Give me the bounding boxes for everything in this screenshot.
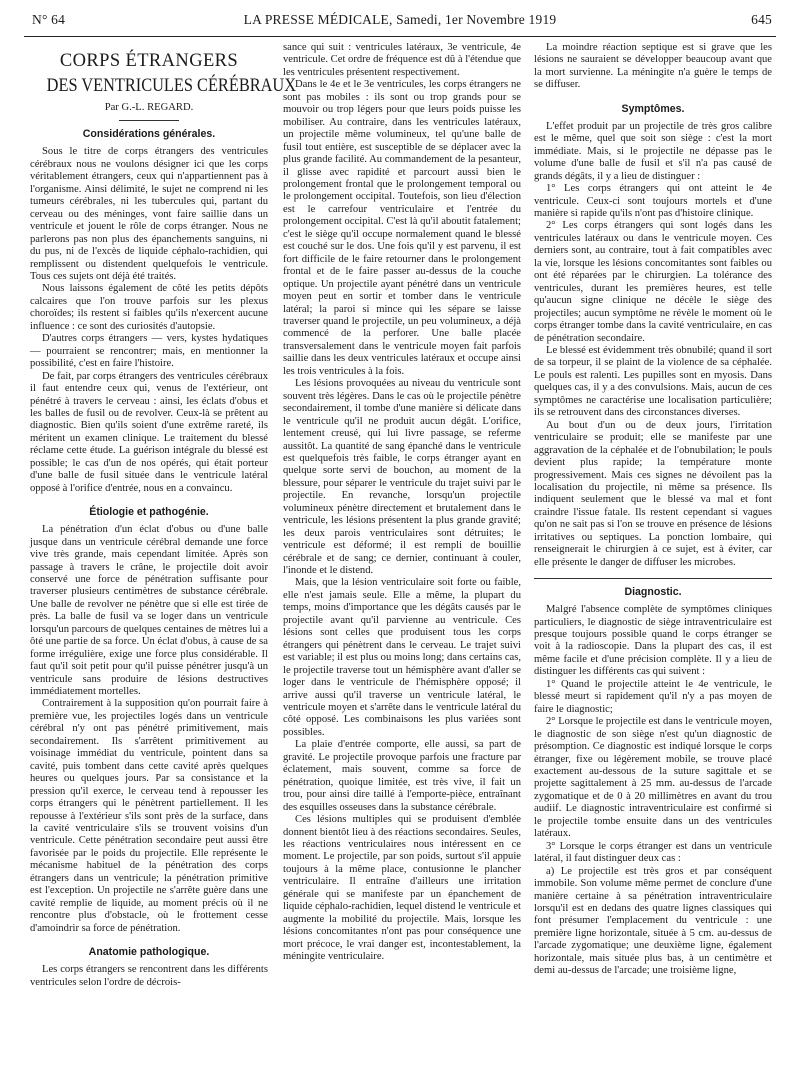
paragraph: 1° Les corps étrangers qui ont atteint le 4e ventricule. Ceux-ci sont toujours mortels et d'une manière si rapide qu'ils n'ont pas d'histoire clinique. — [534, 183, 772, 219]
paragraph: 2° Les corps étrangers qui sont logés dans les ventricules latéraux ou dans le ventricule moyen. Ces derniers sont, au contraire, tout à fait compatibles avec la vie, lorsque les lésions concomitantes sont faibles ou ont été réparées par le chirurgien. La tolérance des ventricules, durant les premières heures, est telle qu'aucun signe clinique ne décèle le siège des projectiles; aucun symptôme ne révèle le moment où le corps étranger tombe dans la cavité ventriculaire, en cas de pénétration secondaire. — [534, 220, 772, 344]
column-1 — [30, 42, 297, 989]
paragraph: Les lésions provoquées au niveau du ventricule sont souvent très légères. Dans le cas où le projectile pénètre secondairement, il tombe d'une manière si délicate dans le ventricule qu'il ne produit aucun dégât. L'orifice, lentement creusé, qui lui livre passage, se referme aussitôt. La quantité de sang épanché dans le ventricule est quelquefois très faible, le corps étranger ayant en quelque sorte servi de bouchon, au moment de la blessure, pour séparer le ventricule du trajet suivi par le projectile. En revanche, lorsqu'un projectile volumineux pénètre directement et brutalement dans le ventricule, les lésions présentent la plus grande gravité; les deux parois ventriculaires sont détruites; le ventricule est déformé; il est rempli de bouillie cérébrale et de sang; ce dernier, continuant à couler, l'inonde et le distend. — [283, 378, 521, 577]
page-header — [24, 12, 776, 32]
header-rule — [24, 36, 776, 37]
paragraph: 3° Lorsque le corps étranger est dans un ventricule latéral, il faut distinguer deux cas : — [534, 840, 772, 865]
paragraph: La pénétration d'un éclat d'obus ou d'une balle jusque dans un ventricule cérébral demande une force vive très grande, mais cependant limitée. Après son passage à travers le crâne, le projectile doit avoir conservé une force de pénétration suffisante pour traverser plusieurs centimètres de substance cérébrale. Une balle de revolver ne pénètre que si elle est tirée de près. La balle de fusil va se loger dans un ventricule lorsqu'un parcours de quelques centaines de mètres lui a ôté une partie de sa force. Un éclat d'obus, à cause de sa forme irrégulière, exige une force plus considérable. Il faut qu'il soit petit pour qu'il puisse pénétrer jusqu'à un ventricule sans produire de lésions destructives immédiatement mortelles. — [30, 524, 268, 698]
heading-symptomes: Symptômes. — [621, 102, 685, 115]
paragraph: Ces lésions multiples qui se produisent d'emblée donnent bientôt lieu à des réactions secondaires. Seules, les réactions ventriculaires nous intéressent en ce moment. Le projectile, par son poids, surtout s'il appuie toujours à la même place, contusionne le plancher ventriculaire. Il entraîne d'ailleurs une irritation générale qui se manifeste par un épanchement de liquide céphalo-rachidien, lequel distend le ventricule et augmente la mobilité du projectile. Mais, lorsque les lésions concomitantes n'ont pas pour conséquence une mort précoce, le vrai danger est, incontestablement, la méningite ventriculaire. — [283, 814, 521, 963]
paragraph: sance qui suit : ventricules latéraux, 3e ventricule, 4e ventricule. Cet ordre de fréquence est dû à l'étendue que les ventricules présentent respectivement. — [283, 42, 521, 78]
column-2 — [283, 42, 521, 964]
article-author: Par G.-L. REGARD. — [104, 102, 194, 113]
paragraph: Sous le titre de corps étrangers des ventricules cérébraux nous ne voulons désigner ici que les corps véritablement étrangers, ceux qui n'appartiennent pas à l'organisme. Ainsi délimité, le sujet ne comprend ni les tumeurs cérébrales, ni les tubercules qui, partant du cerveau ou des méninges, vont faire saillie dans un ventricule et jouent le rôle de corps étranger. Nous ne parlerons pas non plus des épanchements sanguins, ni du pus, ni de l'excès de liquide céphalo-rachidien, qui remplissent ou distendent quelquefois le ventricule. Tous ces sujets ont déjà été traités. — [30, 146, 268, 282]
paragraph: Mais, que la lésion ventriculaire soit forte ou faible, elle n'est jamais seule. Elle a même, la plupart du temps, moins d'importance que les dégâts causés par le projectile avant qu'il parvienne au ventricule. Ces lésions sont celles que produisent tous les corps étrangers qui pénètrent dans le cerveau. Le trajet suivi est variable; il est plus ou moins long; dans certains cas, le projectile traverse tout un hémisphère avant d'aller se loger dans le ventricule de l'hémisphère opposé; il arrive aussi qu'il traverse un ventricule latéral, le ventricule moyen et s'arrête dans le ventricule latéral du côté opposé. Les combinaisons les plus variées sont possibles. — [283, 577, 521, 738]
paragraph: Contrairement à la supposition qu'on pourrait faire à première vue, les projectiles logés dans un ventricule cérébral n'y ont pas pénétré primitivement, mais secondairement. Ils s'arrêtent primitivement au voisinage immédiat du ventricule, pointent dans sa cavité, puis tombent dans cette cavité après quelques heures ou quelques jours. Par sa consistance et la pression qu'il exerce, le cerveau tend à repousser les corps étrangers qui le pénètrent partiellement. Il les repousse à l'extérieur s'ils sont près de la surface, dans la cavité ventriculaire s'ils se trouvent voisins d'un ventricule. Cette pénétration secondaire peut aussi être favorisée par le poids du projectile. Elle représente le mécanisme habituel de la pénétration des corps étrangers dans un ventricule; la pénétration primitive est l'exception. Un projectile ne s'arrête guère dans une cavité remplie de liquide, au moment précis où il ne rencontre plus d'obstacle, où le frottement cesse d'amoindrir sa force de pénétration. — [30, 698, 268, 934]
paragraph: Nous laissons également de côté les petits dépôts calcaires que l'on trouve parfois sur les plexus choroïdes; ils restent si faibles qu'ils n'exercent aucune influence : ce sont des curiosités d'autopsie. — [30, 283, 268, 332]
paragraph: a) Le projectile est très gros et par conséquent immobile. Son volume même permet de conclure d'une manière certaine à sa pénétration intraventriculaire lorsqu'il est en dedans des quatre lignes classiques qui font présumer l'emplacement du ventricule : une première ligne horizontale, située à 5 cm. au-dessus de l'arcade zygomatique; une deuxième ligne, également horizontale, mais située plus bas, à un centimètre et demi au-dessus de l'arcade; une troisième ligne, — [534, 865, 772, 977]
paragraph: Dans le 4e et le 3e ventricules, les corps étrangers ne sont pas mobiles : ils sont ou trop grands pour se mouvoir ou trop légers pour que leurs poids puisse les mobiliser. Au contraire, dans les ventricules latéraux, un projectile même volumineux, tel qu'une balle de fusil tout entière, est susceptible de se déplacer avec la plus grande facilité. Au commandement de la pesanteur, il glisse avec rapidité et parcourt aussi bien le prolongement frontal que le prolongement temporal ou le prolongement occipital. Toutefois, son lieu d'élection est le carrefour ventriculaire et l'entrée du prolongement occipital. C'est là qu'il aboutit fatalement; c'est le siège qu'il occupe normalement quand le blessé est couché sur le dos. Une fois qu'il y est parvenu, il est fort difficile de le faire retourner dans le prolongement frontal et de le faire passer au-dessus de la couche optique. Un projectile ayant pénétré dans un ventricule moyen peut en sortir et tomber dans le ventricule latéral; la paroi si mince qui les sépare se laisse traverser quand le projectile, un peu volumineux, a déjà commencé de la perforer. Une balle placée transversalement dans le ventricule moyen fait parfois saillie dans les deux ventricules latéraux et occupe ainsi les trois ventricules à la fois. — [283, 79, 521, 377]
paragraph: 1° Quand le projectile atteint le 4e ventricule, le blessé meurt si rapidement qu'il n'y a pas moyen de faire le diagnostic; — [534, 678, 772, 715]
section-divider — [534, 578, 772, 579]
column-3 — [534, 42, 772, 978]
paragraph: De fait, par corps étrangers des ventricules cérébraux il faut entendre ceux qui, venus de l'extérieur, ont pénétré à travers le cerveau : ainsi, les éclats d'obus et les balles de fusil ou de revolver. Ceux-là se prêtent au diagnostic. Bien qu'ils soient d'une extrême rareté, ils méritent un examen clinique. Le traitement du blessé réclame cette étude. La guérison intégrale du blessé est possible; le cas d'un de nos opérés, qui était porteur d'une balle de fusil située dans le ventricule latéral opposé à l'orifice d'entrée, nous en a convaincu. — [30, 370, 268, 494]
paragraph: Le blessé est évidemment très obnubilé; quand il sort de sa torpeur, il se plaint de la violence de sa céphalée. Le pouls est ralenti. Les pupilles sont en myosis. Dans quelques cas, il y a des convulsions. Mais, aucun de ces symptômes ne caractérise une localisation particulière; ils se retrouvent dans des circonstances diverses. — [534, 344, 772, 419]
heading-etiologie: Étiologie et pathogénie. — [89, 506, 209, 519]
paragraph: 2° Lorsque le projectile est dans le ventricule moyen, le diagnostic de son siège n'est qu'un diagnostic de présomption. Ce diagnostic est indiqué lorsque le corps étranger, fixe ou légèrement mobile, se trouve placé exactement au-dessous de la suture sagittale et se projette sagittalement à 25 mm. au-dessus de l'arcade zygomatique et de 0 à 20 millimètres en avant du trou audiif. Le diagnostic intraventriculaire est confirmé si le projectile tombe ensuite dans un des ventricules latéraux. — [534, 716, 772, 840]
heading-considerations-generales: Considérations générales. — [82, 128, 216, 141]
paragraph: La moindre réaction septique est si grave que les lésions ne sauraient se développer beaucoup avant que la mort survienne. La méningite n'a guère le temps de se diffuser. — [534, 42, 772, 91]
article-title-line-1: CORPS ÉTRANGERS — [59, 51, 239, 71]
paragraph: Au bout d'un ou de deux jours, l'irritation ventriculaire se produit; elle se manifeste par une aggravation de la céphalée et de l'obnubilation; le pouls devient plus rapide; la température monte progressivement. Mais ces signes ne dévoilent pas la localisation du projectile, ni même sa présence. Ils indiquent seulement que le blessé va mal et font craindre l'issue fatale. Ils restent cependant si vagues qu'on ne sait pas si l'on se trouve en présence de lésions irritatives ou septiques. La ponction lombaire, qui renseignerait le chirurgien à ce sujet, est à éviter, car elle présente le danger de diffuser les microbes. — [534, 419, 772, 568]
paragraph: L'effet produit par un projectile de très gros calibre est le même, quel que soit son siège : c'est la mort immédiate. Mais, si le projectile ne dépasse pas le volume d'une balle de fusil et s'il n'a pas causé de grands dégâts, il y a lieu de distinguer : — [534, 120, 772, 182]
title-divider — [119, 120, 179, 121]
paragraph: Les corps étrangers se rencontrent dans les différents ventricules selon l'ordre de décrois- — [30, 964, 268, 988]
heading-anatomie: Anatomie pathologique. — [88, 946, 210, 959]
page-number-left: N° 64 — [32, 12, 66, 27]
paragraph: Malgré l'absence complète de symptômes cliniques particuliers, le diagnostic de siège intraventriculaire est presque toujours possible quand le corps étranger se voit à la radioscopie. Dans la plupart des cas, il est même facile et d'une précision complète. Il y a lieu de distinguer les différents cas qui suivent : — [534, 604, 772, 678]
journal-running-head: LA PRESSE MÉDICALE, Samedi, 1er Novembre 1919 — [243, 12, 557, 27]
article-title-line-2: DES VENTRICULES CÉRÉBRAUX — [46, 75, 297, 96]
paragraph: D'autres corps étrangers — vers, kystes hydatiques — pourraient se rencontrer; mais, en mentionner la possibilité, c'est en faire l'histoire. — [30, 333, 268, 370]
heading-diagnostic: Diagnostic. — [624, 586, 682, 599]
paragraph: La plaie d'entrée comporte, elle aussi, sa part de gravité. Le projectile provoque parfois une fracture par éclatement, mais souvent, comme sa force de pénétration, quoique limitée, est très vive, il fait un trou, pour ainsi dire taillé à l'emporte-pièce, entraînant des esquilles osseuses dans la substance cérébrale. — [283, 739, 521, 813]
page-number-right: 645 — [751, 12, 772, 27]
